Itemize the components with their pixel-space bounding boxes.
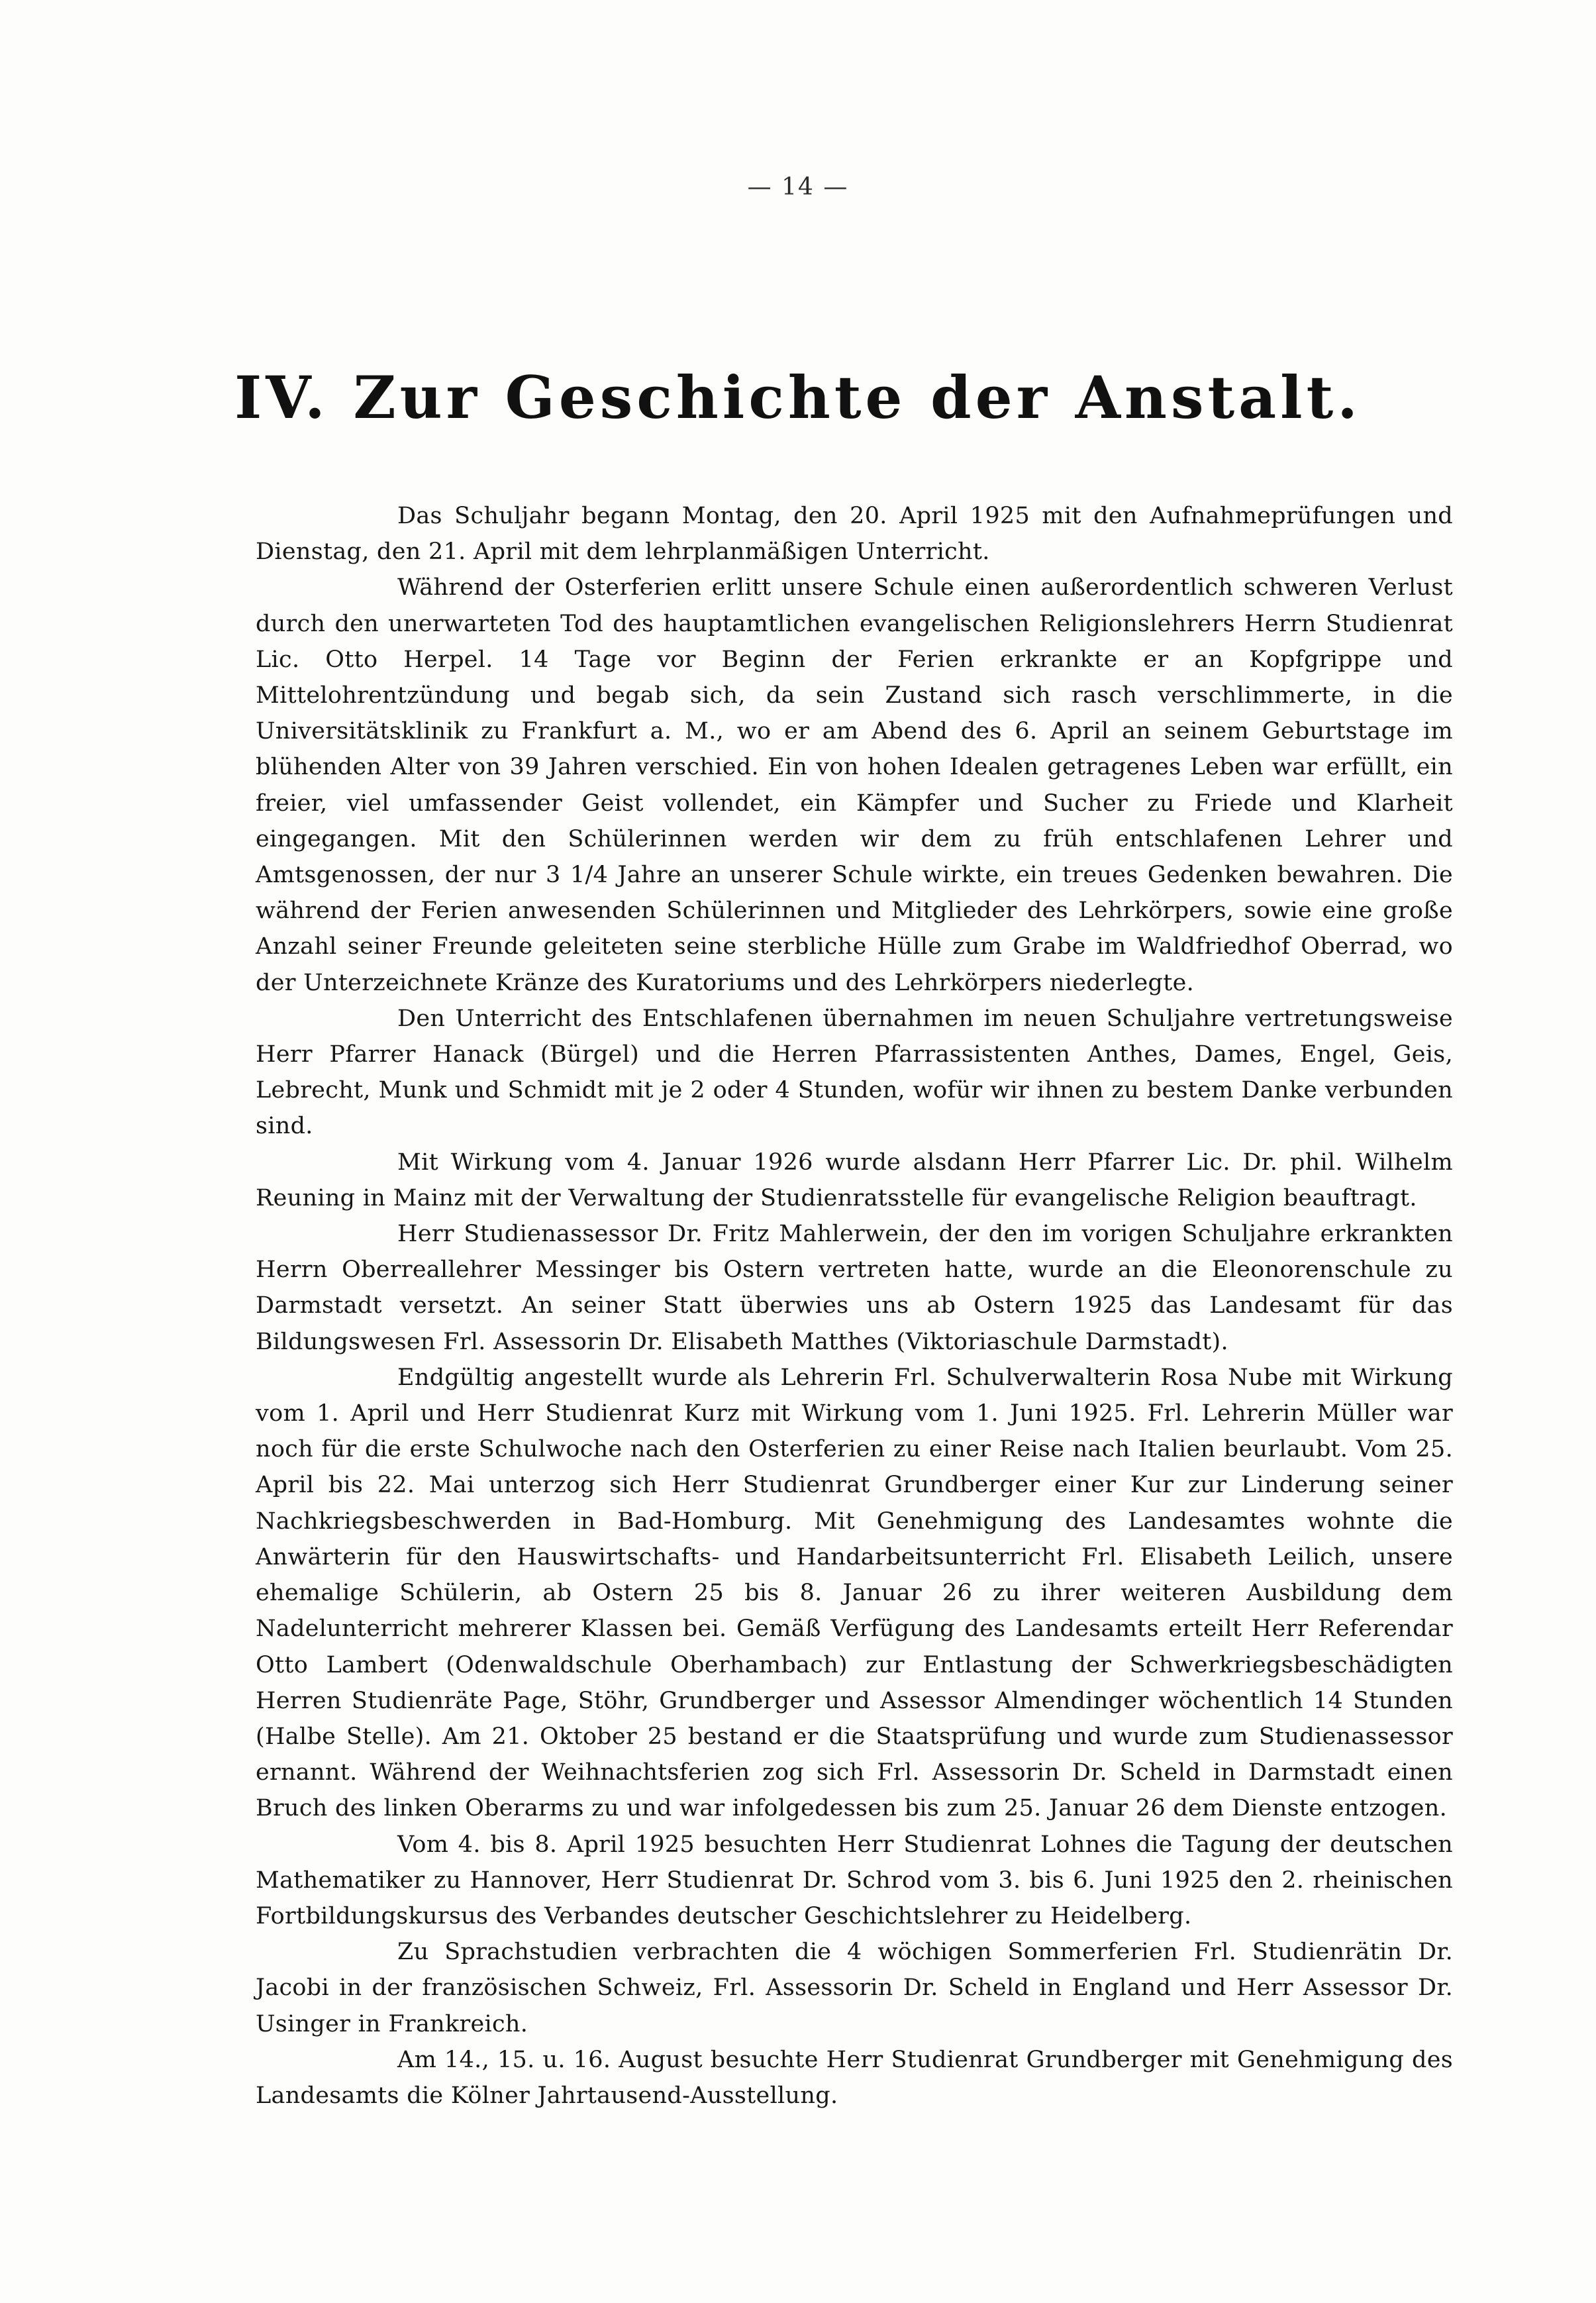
page-number: — 14 — bbox=[747, 174, 849, 201]
paragraph-school-year-start: Das Schuljahr begann Montag, den 20. April 1925 mit den Aufnahmeprüfungen und Dienstag, den 21. April mit dem lehrplanmäßigen Unterricht. bbox=[256, 503, 1453, 566]
paragraph-appointments-and-leaves: Endgültig angestellt wurde als Lehrerin Frl. Schulverwalterin Rosa Nube mit Wirkung vom 1. April und Herr Studienrat Kurz mit Wirkung vom 1. Juni 1925. Frl. Lehrerin Müller war noch für die erste Schulwoche nach den Osterferien zu einer Reise nach Italien beurlaubt. Vom 25. April bis 22. Mai unterzog sich Herr Studienrat Grundberger einer Kur zur Linderung seiner Nachkriegsbeschwerden in Bad-Homburg. Mit Genehmigung des Landesamtes wohnte die Anwärterin für den Hauswirtschafts- und Handarbeitsunterricht Frl. Elisabeth Leilich, unsere ehemalige Schülerin, ab Ostern 25 bis 8. Januar 26 zu ihrer weiteren Ausbildung dem Nadelunterricht mehrerer Klassen bei. Gemäß Verfügung des Landesamts erteilt Herr Referendar Otto Lambert (Odenwaldschule Oberhambach) zur Entlastung der Schwerkriegsbeschädigten Herren Studienräte Page, Stöhr, Grundberger und Assessor Almendinger wöchentlich 14 Stunden (Halbe Stelle). Am 21. Oktober 25 bestand er die Staatsprüfung und wurde zum Studienassessor ernannt. Während der Weihnachtsferien zog sich Frl. Assessorin Dr. Scheld in Darmstadt einen Bruch des linken Oberarms zu und war infolgedessen bis zum 25. Januar 26 dem Dienste entzogen. bbox=[256, 1364, 1453, 1822]
paragraph-language-studies: Zu Sprachstudien verbrachten die 4 wöchigen Sommerferien Frl. Studienrätin Dr. Jacobi in der französischen Schweiz, Frl. Assessorin Dr. Scheld in England und Herr Assessor Dr. Usinger in Frankreich. bbox=[256, 1939, 1453, 2037]
paragraph-conferences: Vom 4. bis 8. April 1925 besuchten Herr Studienrat Lohnes die Tagung der deutschen Mathematiker zu Hannover, Herr Studienrat Dr. Schrod vom 3. bis 6. Juni 1925 den 2. rheinischen Fortbildungskursus des Verbandes deutscher Geschichtslehrer zu Heidelberg. bbox=[256, 1831, 1453, 1929]
paragraph-substitute-teaching: Den Unterricht des Entschlafenen übernahmen im neuen Schuljahre vertretungsweise Herr Pfarrer Hanack (Bürgel) und die Herren Pfarrassistenten Anthes, Dames, Engel, Geis, Lebrecht, Munk und Schmidt mit je 2 oder 4 Stunden, wofür wir ihnen zu bestem Danke verbunden sind. bbox=[256, 1005, 1453, 1140]
paragraph-obituary-herpel: Während der Osterferien erlitt unsere Schule einen außerordentlich schweren Verlust durch den unerwarteten Tod des hauptamtlichen evangelischen Religionslehrers Herrn Studienrat Lic. Otto Herpel. 14 Tage vor Beginn der Ferien erkrankte er an Kopfgrippe und Mittelohrentzündung und begab sich, da sein Zustand sich rasch verschlimmerte, in die Universitätsklinik zu Frankfurt a. M., wo er am Abend des 6. April an seinem Geburtstage im blühenden Alter von 39 Jahren verschied. Ein von hohen Idealen getragenes Leben war erfüllt, ein freier, viel umfassender Geist vollendet, ein Kämpfer und Sucher zu Friede und Klarheit eingegangen. Mit den Schülerinnen werden wir dem zu früh entschlafenen Lehrer und Amtsgenossen, der nur 3 1/4 Jahre an unserer Schule wirkte, ein treues Gedenken bewahren. Die während der Ferien anwesenden Schülerinnen und Mitglieder des Lehrkörpers, sowie eine große Anzahl seiner Freunde geleiteten seine sterbliche Hülle zum Grabe im Waldfriedhof Oberrad, wo der Unterzeichnete Kränze des Kuratoriums und des Lehrkörpers niederlegte. bbox=[256, 574, 1453, 996]
paragraph-staff-transfers: Herr Studienassessor Dr. Fritz Mahlerwein, der den im vorigen Schuljahre erkrankten Herrn Oberreallehrer Messinger bis Ostern vertreten hatte, wurde an die Eleonorenschule zu Darmstadt versetzt. An seiner Statt überwies uns ab Ostern 1925 das Landesamt für das Bildungswesen Frl. Assessorin Dr. Elisabeth Matthes (Viktoriaschule Darmstadt). bbox=[256, 1221, 1453, 1355]
paragraph-reuning-appointment: Mit Wirkung vom 4. Januar 1926 wurde alsdann Herr Pfarrer Lic. Dr. phil. Wilhelm Reuning in Mainz mit der Verwaltung der Studienratsstelle für evangelische Religion beauftragt. bbox=[256, 1149, 1453, 1211]
chapter-title: IV. Zur Geschichte der Anstalt. bbox=[234, 363, 1362, 432]
paragraph-cologne-exhibition: Am 14., 15. u. 16. August besuchte Herr Studienrat Grundberger mit Genehmigung des Landesamts die Kölner Jahrtausend-Ausstellung. bbox=[256, 2046, 1453, 2109]
chapter-body bbox=[256, 498, 1453, 2114]
